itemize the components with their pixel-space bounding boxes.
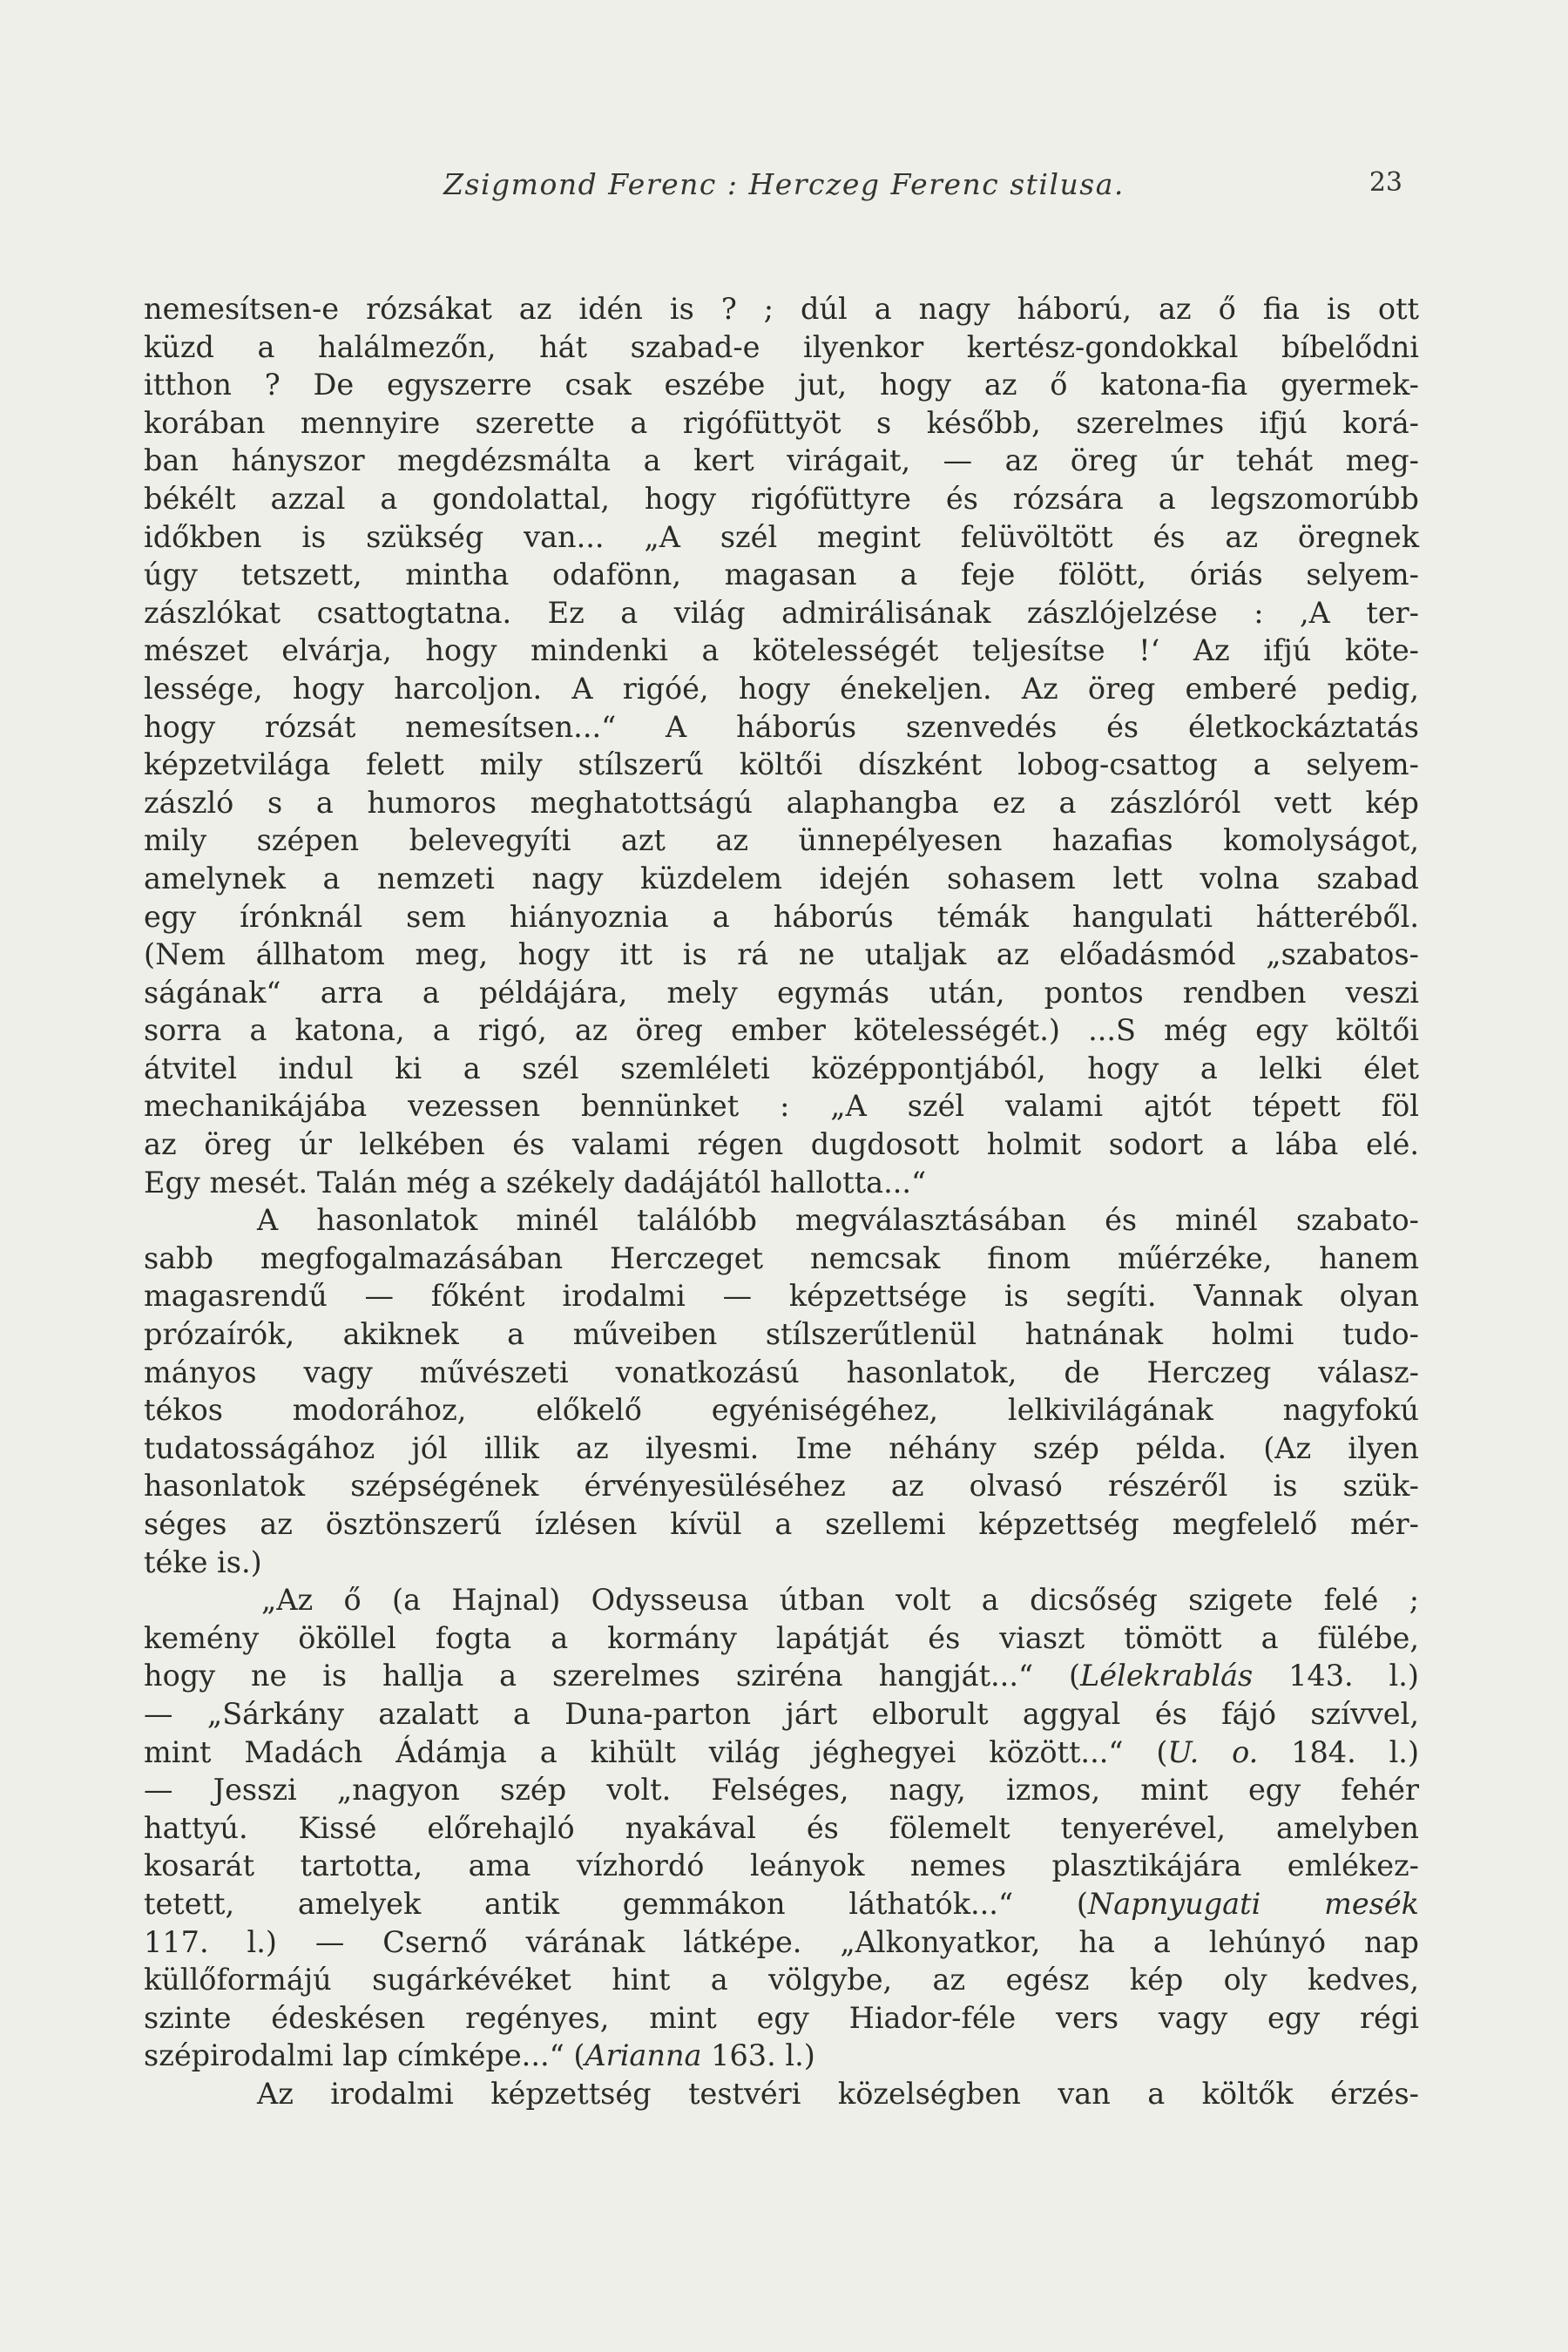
text-line: egy írónknál sem hiányoznia a háborús témák hangulati hátteréből. [144,899,1419,934]
text-line: ban hányszor megdézsmálta a kert virágait, — az öreg úr tehát meg- [144,443,1419,478]
running-title: Zsigmond Ferenc : Herczeg Ferenc stilusa. [443,167,1125,201]
text-line: hogy rózsát nemesítsen...“ A háborús szenvedés és életkockáztatás [144,709,1419,744]
text-line: prózaírók, akiknek a műveiben stílszerűtlenül hatnának holmi tudo- [144,1317,1419,1352]
text-line: kemény ököllel fogta a kormány lapátját és viaszt tömött a fülébe, [144,1620,1419,1655]
text-line: mily szépen belevegyíti azt az ünnepélyesen hazafias komolyságot, [144,823,1419,858]
text-segment: szépirodalmi lap címképe...“ ( [144,2038,585,2073]
citation-title: Napnyugati mesék [1087,1886,1419,1921]
text-segment: 184. l.) [1258,1734,1420,1769]
citation-title: Lélekrablás [1080,1659,1254,1693]
text-segment: hogy ne is hallja a szerelmes sziréna hangját...“ ( [144,1659,1081,1693]
text-line: hasonlatok szépségének érvényesüléséhez az olvasó részéről is szük- [144,1469,1419,1504]
text-line: tékos modorához, előkelő egyéniségéhez, lelkivilágának nagyfokú [144,1393,1419,1428]
text-line: korában mennyire szerette a rigófüttyöt s később, szerelmes ifjú korá- [144,405,1419,440]
text-line: szinte édeskésen regényes, mint egy Hiador-féle vers vagy egy régi [144,2000,1419,2035]
text-segment: 143. l.) [1253,1659,1419,1693]
text-line: küzd a halálmezőn, hát szabad-e ilyenkor kertész-gondokkal bíbelődni [144,329,1419,364]
text-line: — „Sárkány azalatt a Duna-parton járt elborult aggyal és fájó szívvel, [144,1696,1419,1731]
text-line: az öreg úr lelkében és valami régen dugdosott holmit sodort a lába elé. [144,1127,1419,1162]
text-line [144,1885,1419,1923]
running-head [0,167,1568,211]
text-line: ságának“ arra a példájára, mely egymás után, pontos rendben veszi [144,975,1419,1010]
text-line: úgy tetszett, mintha odafönn, magasan a feje fölött, óriás selyem- [144,558,1419,592]
text-line [144,1734,1419,1772]
page-number: 23 [1369,167,1402,198]
text-line: 117. l.) — Csernő várának látképe. „Alkonyatkor, ha a lehúnyó nap [144,1924,1419,1959]
text-line [144,2037,1419,2075]
text-line: hattyú. Kissé előrehajló nyakával és fölemelt tenyerével, amelyben [144,1810,1419,1845]
text-line [144,1657,1419,1695]
text-line: A hasonlatok minél találóbb megválasztásában és minél szabato- [257,1203,1419,1238]
text-line: időkben is szükség van... „A szél megint felüvöltött és az öregnek [144,519,1419,554]
text-line: (Nem állhatom meg, hogy itt is rá ne utaljak az előadásmód „szabatos- [144,937,1419,972]
text-line: mányos vagy művészeti vonatkozású hasonlatok, de Herczeg válasz- [144,1355,1419,1389]
text-line: küllőformájú sugárkévéket hint a völgybe, az egész kép oly kedves, [144,1963,1419,1997]
text-line: téke is.) [144,1544,262,1579]
text-line: zászló s a humoros meghatottságú alaphangba ez a zászlóról vett kép [144,785,1419,820]
text-line: Egy mesét. Talán még a székely dadájától hallotta...“ [144,1165,927,1200]
text-line: séges az ösztönszerű ízlésen kívül a szellemi képzettség megfelelő mér- [144,1507,1419,1541]
text-line: kosarát tartotta, ama vízhordó leányok nemes plasztikájára emlékez- [144,1848,1419,1883]
text-line: átvitel indul ki a szél szemléleti középpontjából, hogy a lelki élet [144,1051,1419,1085]
text-segment: tetett, amelyek antik gemmákon láthatók...“ ( [144,1886,1088,1921]
text-line: nemesítsen-e rózsákat az idén is ? ; dúl a nagy háború, az ő fia is ott [144,292,1419,326]
text-line: itthon ? De egyszerre csak eszébe jut, hogy az ő katona-fia gyermek- [144,368,1419,402]
text-line: sabb megfogalmazásában Herczeget nemcsak finom műérzéke, hanem [144,1240,1419,1275]
text-line: Az irodalmi képzettség testvéri közelségben van a költők érzés- [257,2076,1419,2111]
text-line: lessége, hogy harcoljon. A rigóé, hogy énekeljen. Az öreg emberé pedig, [144,671,1419,706]
text-line: mészet elvárja, hogy mindenki a kötelességét teljesítse !‘ Az ifjú köte- [144,633,1419,668]
text-line: képzetvilága felett mily stílszerű költői díszként lobog-csattog a selyem- [144,747,1419,782]
text-line: — Jesszi „nagyon szép volt. Felséges, nagy, izmos, mint egy fehér [144,1773,1419,1808]
text-segment: 163. l.) [701,2038,815,2073]
text-line: magasrendű — főként irodalmi — képzettsége is segíti. Vannak olyan [144,1279,1419,1314]
text-segment: mint Madách Ádámja a kihült világ jéghegyei között...“ ( [144,1734,1168,1769]
text-line: tudatosságához jól illik az ilyesmi. Ime néhány szép példa. (Az ilyen [144,1430,1419,1465]
text-line: amelynek a nemzeti nagy küzdelem idején sohasem lett volna szabad [144,861,1419,896]
text-line: „Az ő (a Hajnal) Odysseusa útban volt a dicsőség szigete felé ; [261,1583,1419,1618]
citation-title: U. o. [1167,1734,1259,1769]
text-line: zászlókat csattogtatna. Ez a világ admirálisának zászlójelzése : ,A ter- [144,595,1419,630]
body-text [144,290,1419,2113]
text-line: mechanikájába vezessen bennünket : „A szél valami ajtót tépett föl [144,1089,1419,1124]
citation-title: Arianna [585,2038,702,2073]
text-line: békélt azzal a gondolattal, hogy rigófüttyre és rózsára a legszomorúbb [144,481,1419,516]
text-line: sorra a katona, a rigó, az öreg ember kötelességét.) ...S még egy költői [144,1013,1419,1048]
